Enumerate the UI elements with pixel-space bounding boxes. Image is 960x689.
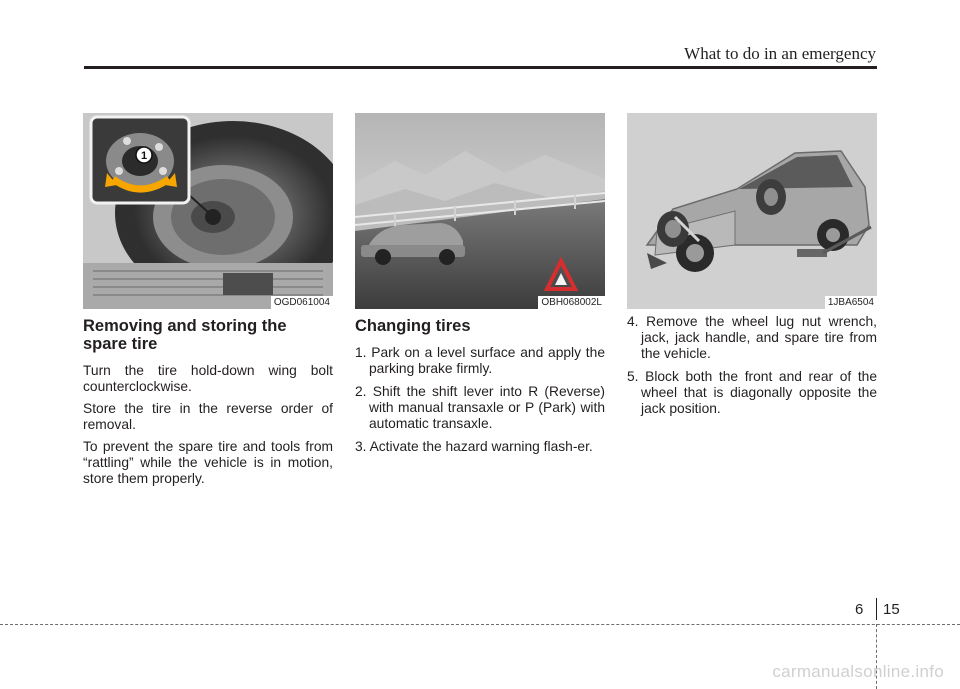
paragraph: Store the tire in the reverse order of removal. [83, 401, 333, 432]
figure-spare-tire-well [83, 113, 333, 309]
header-rule [84, 66, 877, 69]
page-number: 15 [883, 601, 900, 618]
figure-car-with-tools [627, 113, 877, 309]
column-spare-tire [83, 113, 333, 487]
figure-code: OBH068002L [538, 296, 605, 309]
steps-list [627, 314, 877, 417]
car-tools-illustration [627, 113, 877, 309]
paragraph: To prevent the spare tire and tools from “rattling” while the vehicle is in motion, store them properly. [83, 439, 333, 486]
list-item: 4. Remove the wheel lug nut wrench, jack, jack handle, and spare tire from the vehicle. [627, 314, 877, 361]
steps-list [355, 345, 605, 455]
section-heading: Removing and storing the spare tire [83, 317, 287, 353]
footer-rule [0, 624, 960, 625]
list-item: 2. Shift the shift lever into R (Reverse) with manual transaxle or P (Park) with automatic transaxle. [355, 384, 605, 431]
column-jack-tools [627, 113, 877, 424]
list-item: 3. Activate the hazard warning flash-er. [355, 439, 593, 454]
roadside-illustration [355, 113, 605, 309]
page-number-separator [876, 598, 877, 620]
list-item: 5. Block both the front and rear of the wheel that is diagonally opposite the jack position. [627, 369, 877, 416]
list-item: 1. Park on a level surface and apply the parking brake firmly. [355, 345, 605, 376]
figure-code: OGD061004 [271, 296, 333, 309]
callout-number: 1 [140, 150, 148, 162]
section-heading: Changing tires [355, 317, 471, 335]
chapter-number: 6 [855, 601, 864, 618]
header-title: What to do in an emergency [684, 44, 876, 63]
column-changing-tires [355, 113, 605, 462]
watermark: carmanualsonline.info [772, 662, 944, 681]
figure-code: 1JBA6504 [825, 296, 877, 309]
paragraph: Turn the tire hold-down wing bolt counterclockwise. [83, 363, 333, 394]
spare-tire-illustration [83, 113, 333, 309]
figure-roadside-triangle [355, 113, 605, 309]
